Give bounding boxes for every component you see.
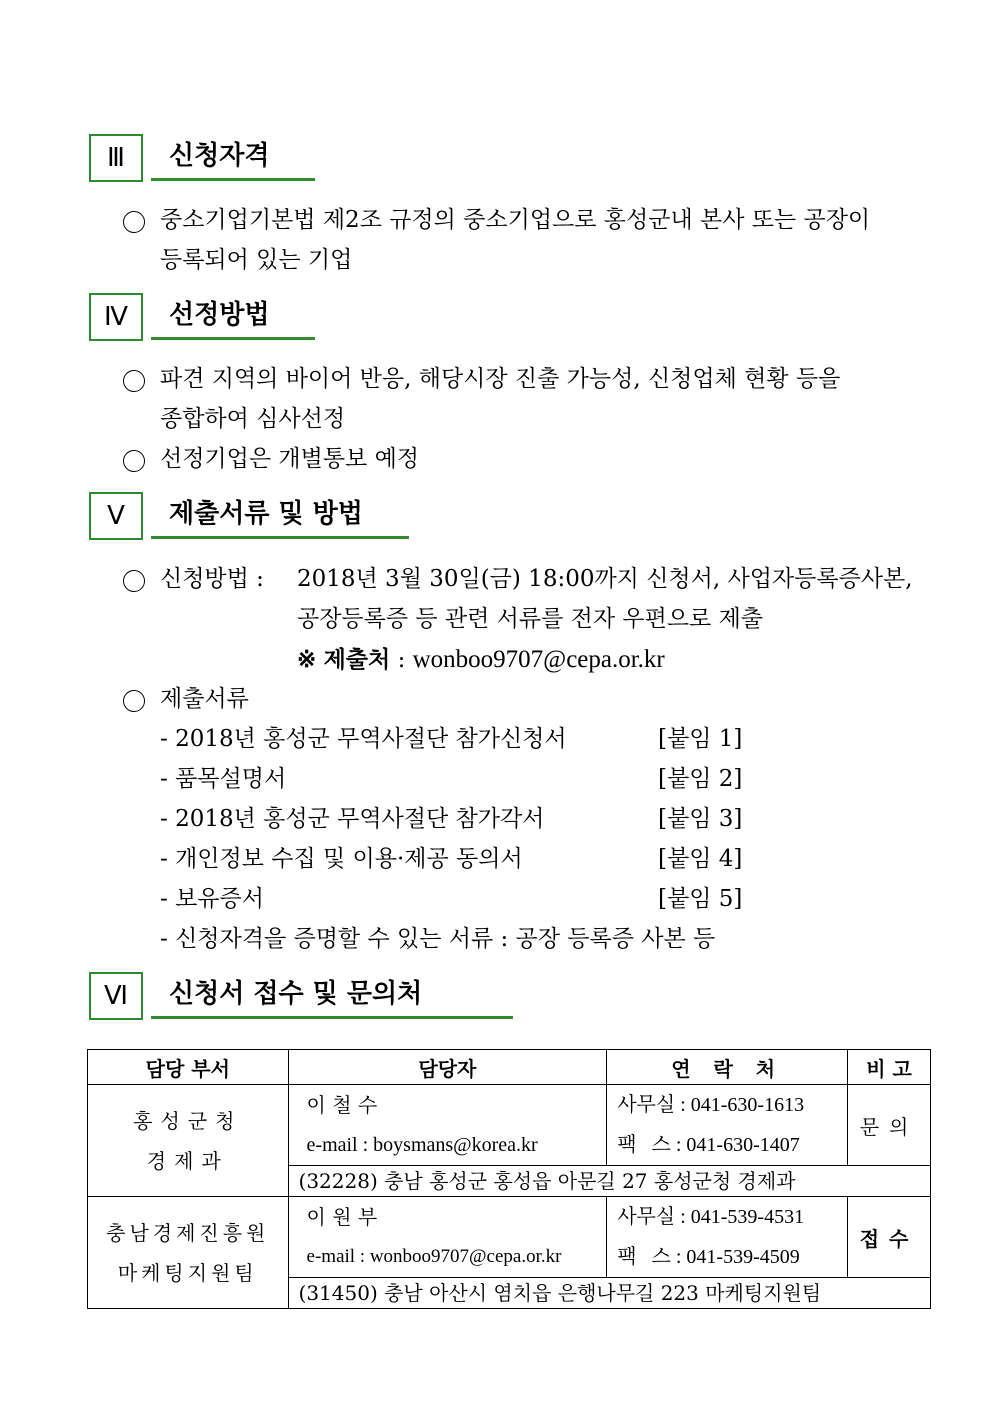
header-dept: 담당 부서 [88, 1050, 289, 1085]
person-cell [288, 1085, 607, 1166]
method-label: 신청방법 : [160, 566, 264, 592]
contact-cell [607, 1085, 848, 1166]
section-title: 선정방법 [151, 293, 315, 340]
bullet-circle-icon [123, 570, 145, 592]
section-number: Ⅲ [89, 134, 143, 182]
document-item: - 개인정보 수집 및 이용·제공 동의서 [160, 846, 523, 872]
section-number: Ⅴ [89, 492, 143, 540]
header-person: 담당자 [288, 1050, 607, 1085]
document-ref: [붙임 3] [658, 806, 743, 832]
header-contact: 연 락 처 [607, 1050, 848, 1085]
section-number: Ⅵ [89, 972, 143, 1020]
fax-number: 팩 스 : 041-630-1407 [617, 1134, 800, 1156]
eligibility-text-line1: 중소기업기본법 제2조 규정의 중소기업으로 홍성군내 본사 또는 공장이 [160, 207, 871, 233]
bullet-circle-icon [123, 690, 145, 712]
bullet-circle-icon [123, 211, 145, 233]
section-title: 신청자격 [151, 134, 315, 181]
method-text-line1: 2018년 3월 30일(금) 18:00까지 신청서, 사업자등록증사본, [297, 566, 913, 592]
document-item: - 보유증서 [160, 886, 264, 912]
note-cell: 접수 [848, 1197, 931, 1278]
dept-name: 홍성군청 [133, 1108, 243, 1133]
document-ref: [붙임 4] [658, 846, 743, 872]
section-title: 신청서 접수 및 문의처 [151, 972, 513, 1019]
method-text-line2: 공장등록증 등 관련 서류를 전자 우편으로 제출 [297, 606, 764, 632]
submit-colon: : [397, 647, 406, 673]
submit-destination [297, 645, 665, 675]
contact-cell [607, 1197, 848, 1278]
document-ref: [붙임 5] [658, 886, 743, 912]
table-row [88, 1085, 931, 1166]
selection-text-line1: 파견 지역의 바이어 반응, 해당시장 진출 가능성, 신청업체 현황 등을 [160, 366, 841, 392]
person-cell [288, 1197, 607, 1278]
address-cell: (31450) 충남 아산시 염치읍 은행나무길 223 마케팅지원팀 [288, 1278, 930, 1309]
eligibility-text-line2: 등록되어 있는 기업 [160, 247, 353, 273]
office-phone: 사무실 : 041-539-4531 [617, 1206, 805, 1228]
section-number: Ⅳ [89, 293, 143, 341]
bullet-circle-icon [123, 450, 145, 472]
document-ref: [붙임 2] [658, 766, 743, 792]
header-note: 비 고 [848, 1050, 931, 1085]
dept-name: 충남경제진흥원 [106, 1220, 270, 1245]
note-mark: ※ [297, 646, 317, 673]
dept-cell [88, 1197, 289, 1309]
office-phone: 사무실 : 041-630-1613 [617, 1094, 805, 1116]
person-name: 이 철 수 [306, 1093, 378, 1117]
dept-subname: 경제과 [146, 1148, 229, 1173]
dept-cell [88, 1085, 289, 1197]
fax-number: 팩 스 : 041-539-4509 [617, 1246, 800, 1268]
submit-email: wonboo9707@cepa.or.kr [412, 646, 665, 673]
bullet-circle-icon [123, 370, 145, 392]
note-cell: 문의 [848, 1085, 931, 1166]
table-row [88, 1197, 931, 1278]
document-item: - 품목설명서 [160, 766, 287, 792]
person-email: e-mail : boysmans@korea.kr [306, 1134, 538, 1156]
document-ref: [붙임 1] [658, 726, 743, 752]
documents-label: 제출서류 [160, 686, 249, 712]
document-item: - 2018년 홍성군 무역사절단 참가신청서 [160, 726, 567, 752]
person-name: 이 원 부 [306, 1205, 378, 1229]
table-header-row [88, 1050, 931, 1085]
contact-table [87, 1049, 931, 1309]
document-item: - 2018년 홍성군 무역사절단 참가각서 [160, 806, 545, 832]
document-item: - 신청자격을 증명할 수 있는 서류 : 공장 등록증 사본 등 [160, 926, 716, 952]
submit-label: 제출처 [323, 646, 391, 673]
address-cell: (32228) 충남 홍성군 홍성읍 아문길 27 홍성군청 경제과 [288, 1166, 930, 1197]
section-title: 제출서류 및 방법 [151, 492, 409, 539]
dept-subname: 마케팅지원팀 [117, 1260, 258, 1285]
selection-notice-text: 선정기업은 개별통보 예정 [160, 446, 420, 472]
selection-text-line2: 종합하여 심사선정 [160, 406, 346, 432]
person-email: e-mail : wonboo9707@cepa.or.kr [306, 1246, 562, 1267]
